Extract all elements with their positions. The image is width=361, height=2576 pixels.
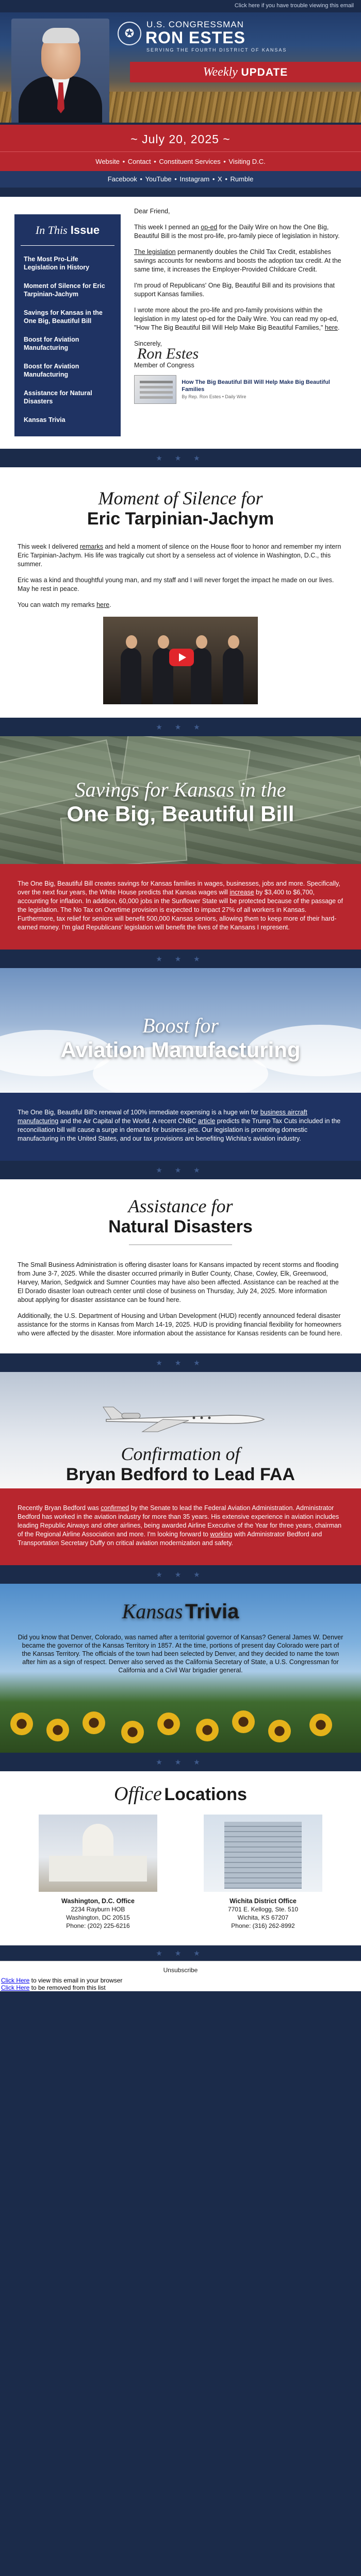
aviation-title-bold: Aviation Manufacturing (60, 1038, 301, 1062)
working-link[interactable]: working (210, 1531, 233, 1538)
toc-item[interactable]: Assistance for Natural Disasters (24, 389, 92, 405)
header-office: U.S. CONGRESSMAN (146, 20, 244, 29)
toc-item[interactable]: Boost for Aviation Manufacturing (24, 363, 79, 378)
weekly-update-badge (130, 62, 361, 82)
divider-stars: ★ ★ ★ (0, 1753, 361, 1771)
divider-stars: ★ ★ ★ (0, 950, 361, 968)
aircraft-manufacturing-link[interactable]: business aircraft manufacturing (18, 1109, 307, 1125)
office-address: 2234 Rayburn HOB (71, 1906, 125, 1913)
weekly-word: Weekly (203, 65, 238, 79)
savings-section (0, 864, 361, 950)
trivia-title-italic: Kansas (122, 1600, 183, 1623)
divider-stars: ★ ★ ★ (0, 1565, 361, 1584)
trivia-paragraph: Did you know that Denver, Colorado, was named after a territorial governor of Kansas? General James W. Denver became the governor of the Kansas Territory in 1857. At the time, portions of present day Colorado were part of the Kansas Territory. The officials of the town had been selected by Denver, and they decided to name the town after him as a sign of respect. Denver also served as the California Secretary of State, a U.S. Congressman for California and a Civil War brigadier general. (18, 1634, 343, 1674)
office-city: Wichita, KS 67207 (237, 1914, 289, 1921)
letter-paragraph: The legislation permanently doubles the Child Tax Credit, establishes savings accounts for newborns and boosts the adoption tax credit. At the same time, it increases the Employer-Provided Childcare Credit. (134, 248, 341, 273)
disasters-section (0, 1179, 361, 1353)
divider-stars: ★ ★ ★ (0, 1353, 361, 1372)
social-instagram[interactable]: Instagram (179, 175, 210, 183)
aviation-title-italic: Boost for (142, 1014, 219, 1037)
trivia-title-bold: Trivia (185, 1600, 239, 1623)
congressman-portrait (11, 19, 109, 123)
toc-item[interactable]: The Most Pro-Life Legislation in History (24, 256, 90, 271)
view-in-browser-link[interactable]: Click Here (1, 1977, 30, 1984)
moment-title-bold: Eric Tarpinian-Jachym (87, 509, 274, 529)
primary-nav: Website • Contact • Constituent Services • Visiting D.C. (0, 151, 361, 171)
office-name: Wichita District Office (229, 1897, 297, 1905)
offices-title-bold: Locations (164, 1785, 247, 1804)
faa-title-italic: Confirmation of (121, 1444, 240, 1464)
moment-title-italic: Moment of Silence for (98, 488, 263, 509)
toc-item[interactable]: Moment of Silence for Eric Tarpinian-Jachym (24, 282, 105, 298)
office-name: Washington, D.C. Office (61, 1897, 135, 1905)
office-city: Washington, DC 20515 (66, 1914, 130, 1921)
moment-paragraph: You can watch my remarks here. (18, 601, 111, 608)
remarks-link[interactable]: remarks (79, 543, 104, 550)
faa-section (0, 1488, 361, 1565)
offices-title-italic: Office (114, 1783, 162, 1805)
nav-contact[interactable]: Contact (127, 158, 151, 165)
faa-banner (0, 1372, 361, 1488)
wichita-building-image (204, 1815, 322, 1892)
update-word: UPDATE (241, 66, 288, 78)
letter-paragraph: I wrote more about the pro-life and pro-family provisions within the legislation in my latest op-ed for the Daily Wire. You can read my op-ed, "How The Big Beautiful Bill Will Help Make Big Beautiful Families," here. (134, 307, 340, 331)
divider-stars: ★ ★ ★ (0, 1945, 361, 1961)
disasters-paragraph: The Small Business Administration is offering disaster loans for Kansans impacted by recent storms and flooding from June 3-7, 2025. While the disaster occurred primarily in Butler County, Chase, Cowley, Elk, Greenwood, Harvey, Marion, Sedgwick and Sumner Counties may have also been affected. Assistance can be reached at the El Dorado disaster loan outreach center until close of business on Thursday, July 24, 2025. More information about applying for disaster assistance can be found here. (18, 1261, 339, 1303)
video-thumbnail[interactable] (103, 617, 258, 704)
title-rule (129, 1244, 232, 1245)
letter-paragraph: This week I penned an op-ed for the Daily Wire on how the One Big, Beautiful Bill is the most pro-life, pro-family piece of legislation in history. (134, 224, 340, 240)
op-ed-thumbnail[interactable] (134, 375, 176, 404)
office-phone[interactable]: Phone: (202) 225-6216 (66, 1922, 130, 1929)
legislation-link[interactable]: The legislation (134, 248, 176, 256)
header-name: RON ESTES (145, 28, 245, 47)
nav-visiting-dc[interactable]: Visiting D.C. (228, 158, 266, 165)
letter-closing: Sincerely, (134, 340, 162, 347)
nav-website[interactable]: Website (95, 158, 120, 165)
issue-date: ~ July 20, 2025 ~ (0, 123, 361, 151)
moment-paragraph: This week I delivered remarks and held a moment of silence on the House floor to honor and remember my intern Eric Tarpinian-Jachym. His life was tragically cut short by a senseless act of violence in Washington, D.C., this summer. (18, 543, 341, 568)
toc-item[interactable]: Savings for Kansas in the One Big, Beautiful Bill (24, 309, 103, 325)
preheader[interactable]: Click here if you have trouble viewing this email (0, 0, 361, 12)
cnbc-article-link[interactable]: article (198, 1117, 216, 1125)
dc-office (39, 1815, 157, 1930)
savings-title-bold: One Big, Beautiful Bill (67, 802, 294, 826)
social-facebook[interactable]: Facebook (107, 175, 137, 183)
faa-title-bold: Bryan Bedford to Lead FAA (66, 1465, 295, 1484)
moment-section (0, 467, 361, 718)
office-address: 7701 E. Kellogg, Ste. 510 (227, 1906, 299, 1913)
op-ed-link[interactable]: op-ed (201, 224, 218, 231)
remove-from-list-link[interactable]: Click Here (1, 1984, 30, 1991)
toc-title: In This Issue (21, 219, 114, 246)
signature: Ron Estes (137, 345, 199, 362)
letter (134, 207, 347, 436)
disasters-paragraph: Additionally, the U.S. Department of Housing and Urban Development (HUD) recently announced federal disaster assistance for the storms in Kansas from March 14-19, 2025. HUD is providing financial flexibility for homeowners who were affected by the disaster. More information about the assistance for Kansas residents can be found here. (18, 1312, 342, 1337)
disasters-title-bold: Natural Disasters (108, 1217, 253, 1236)
aviation-banner (0, 968, 361, 1093)
letter-paragraph: I'm proud of Republicans' One Big, Beautiful Bill and its provisions that support Kansas families. (134, 282, 335, 298)
savings-banner (0, 736, 361, 864)
social-nav: Facebook • YouTube • Instagram • X • Rumble (0, 171, 361, 188)
header-district: SERVING THE FOURTH DISTRICT OF KANSAS (146, 47, 287, 53)
social-youtube[interactable]: YouTube (145, 175, 172, 183)
offices-section (0, 1771, 361, 1945)
moment-paragraph: Eric was a kind and thoughtful young man, and my staff and I will never forget the impact he made on our lives. May he rest in peace. (18, 577, 334, 592)
intro-section (0, 197, 361, 449)
divider-stars (0, 188, 361, 197)
divider-stars: ★ ★ ★ (0, 1161, 361, 1179)
confirmed-link[interactable]: confirmed (101, 1504, 129, 1512)
footer-links: Click Here to view this email in your browser Click Here to be removed from this list (0, 1977, 361, 1991)
letter-title: Member of Congress (134, 362, 194, 369)
watch-here-link[interactable]: here (96, 601, 110, 608)
wichita-office (204, 1815, 322, 1930)
toc-item[interactable]: Kansas Trivia (24, 416, 65, 423)
op-ed-byline: By Rep. Ron Estes • Daily Wire (182, 394, 247, 399)
header-banner (0, 12, 361, 123)
aviation-paragraph: The One Big, Beautiful Bill's renewal of 100% immediate expensing is a huge win for business aircraft manufacturing and the Air Capital of the World. A recent CNBC article predicts the Trump Tax Cuts included in the reconciliation bill will cause a surge in demand for business jets. Our legislation is promoting domestic manufacturing in the United States, and our tax provisions are benefiting Wichita's aviation industry. (18, 1109, 341, 1142)
play-icon[interactable] (169, 649, 194, 666)
aviation-section (0, 1093, 361, 1161)
op-ed-title[interactable]: How The Big Beautiful Bill Will Help Make Big Beautiful Families By Rep. Ron Estes • Daily Wire (182, 379, 330, 399)
divider-stars: ★ ★ ★ (0, 718, 361, 736)
savings-title-italic: Savings for Kansas in the (75, 778, 286, 801)
eagle-seal-icon: ✪ (118, 22, 141, 45)
unsubscribe-link[interactable]: Unsubscribe (0, 1961, 361, 1977)
savings-paragraph: The One Big, Beautiful Bill creates savings for Kansas families in wages, businesses, jobs and more. Specifically, over the next four years, the White House predicts that Kansas wages will increase by $3,400 to $6,700, accounting for inflation. In addition, 60,000 jobs in the Sunflower State will be protected because of the passage of the legislation. The No Tax on Overtime provision is expected to impact 27% of all workers in Kansas. Furthermore, tax relief for seniors will benefit 500,000 Kansas seniors, allowing them to keep more of their hard-earned money. I'm glad Republicans' legislation will benefit the lives of the Kansans I represent. (18, 880, 343, 931)
toc-item[interactable]: Boost for Aviation Manufacturing (24, 336, 79, 351)
business-jet-icon (101, 1402, 266, 1433)
trivia-section (0, 1584, 361, 1753)
office-phone[interactable]: Phone: (316) 262-8992 (231, 1922, 295, 1929)
increase-link[interactable]: increase (229, 889, 254, 896)
faa-paragraph: Recently Bryan Bedford was confirmed by the Senate to lead the Federal Aviation Administration. Administrator Bedford has worked in the aviation industry for more than 35 years. His extensive experience in aviation includes leading Republic Airways and other airlines, being awarded Airline Executive of the Year for three years, chairman of the Regional Airline Association and more. I'm looking forward to working with Administrator Bedford and Transportation Secretary Duffy on critical aviation modernization and safety. (18, 1504, 342, 1547)
social-rumble[interactable]: Rumble (230, 175, 254, 183)
social-x[interactable]: X (218, 175, 222, 183)
op-ed-here-link[interactable]: here (324, 324, 338, 331)
divider-stars: ★ ★ ★ (0, 449, 361, 467)
op-ed-card[interactable] (134, 375, 347, 404)
table-of-contents (14, 214, 121, 436)
disasters-title-italic: Assistance for (128, 1196, 233, 1216)
letter-greeting: Dear Friend, (134, 208, 170, 215)
capitol-image (39, 1815, 157, 1892)
nav-constituent-services[interactable]: Constituent Services (159, 158, 221, 165)
